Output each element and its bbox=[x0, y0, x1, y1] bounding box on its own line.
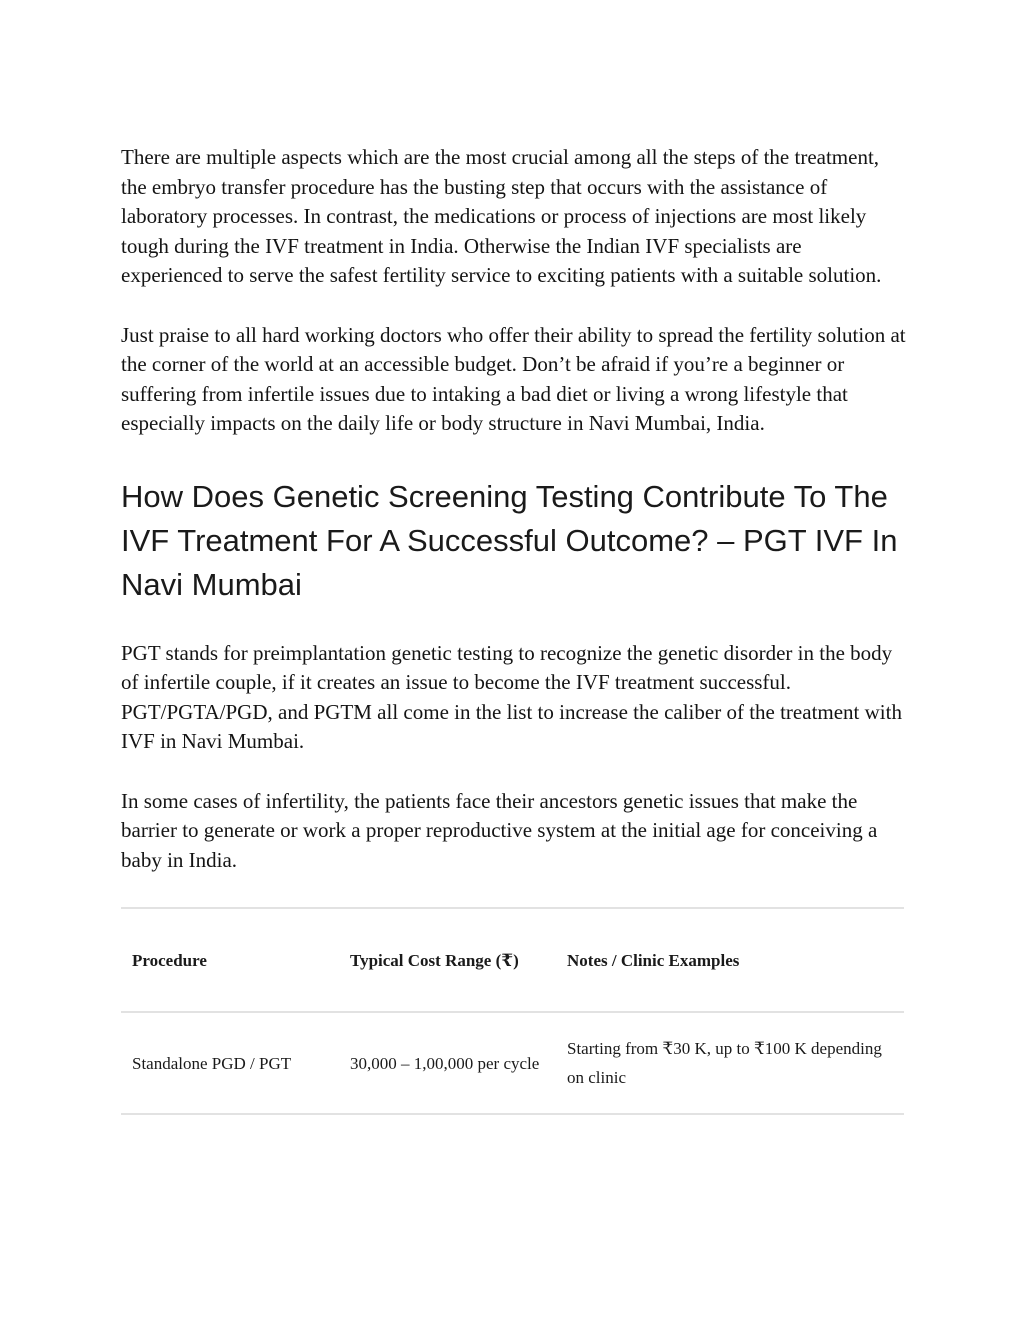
section-heading: How Does Genetic Screening Testing Contribute To The IVF Treatment For A Successful Outcome? – PGT IVF In Navi Mumbai bbox=[121, 478, 898, 602]
cell-notes: Starting from ₹30 K, up to ₹100 K depending on clinic bbox=[556, 1012, 904, 1114]
table-row bbox=[121, 1012, 904, 1114]
cell-procedure: Standalone PGD / PGT bbox=[121, 1012, 339, 1114]
paragraph-ancestral-genetics: In some cases of infertility, the patients face their ancestors genetic issues that make the barrier to generate or work a proper reproductive system at the initial age for conceiving a baby in India. bbox=[121, 788, 878, 872]
paragraph-praise-doctors: Just praise to all hard working doctors who offer their ability to spread the fertility solution at the corner of the world at an accessible budget. Don’t be afraid if you’re a beginner or suffering from infertile issues due to intaking a bad diet or living a wrong lifestyle that especially impacts on the daily life or body structure in Navi Mumbai, India. bbox=[121, 322, 906, 435]
cell-cost-range: 30,000 – 1,00,000 per cycle bbox=[339, 1012, 556, 1114]
table-header-row bbox=[121, 908, 904, 1012]
article-content bbox=[121, 143, 906, 1115]
paragraph-embryo-transfer: There are multiple aspects which are the most crucial among all the steps of the treatment, the embryo transfer procedure has the busting step that occurs with the assistance of laboratory processes. In contrast, the medications or process of injections are most likely tough during the IVF treatment in India. Otherwise the Indian IVF specialists are experienced to serve the safest fertility service to exciting patients with a suitable solution. bbox=[121, 145, 882, 287]
header-procedure: Procedure bbox=[121, 908, 339, 1012]
header-notes: Notes / Clinic Examples bbox=[556, 908, 904, 1012]
paragraph-pgt-definition: PGT stands for preimplantation genetic testing to recognize the genetic disorder in the body of infertile couple, if it creates an issue to become the IVF treatment successful. PGT/PGTA/PGD, and PGTM all come in the list to increase the caliber of the treatment with IVF in Navi Mumbai. bbox=[121, 640, 902, 753]
cost-table bbox=[121, 907, 904, 1115]
header-cost-range: Typical Cost Range (₹) bbox=[339, 908, 556, 1012]
